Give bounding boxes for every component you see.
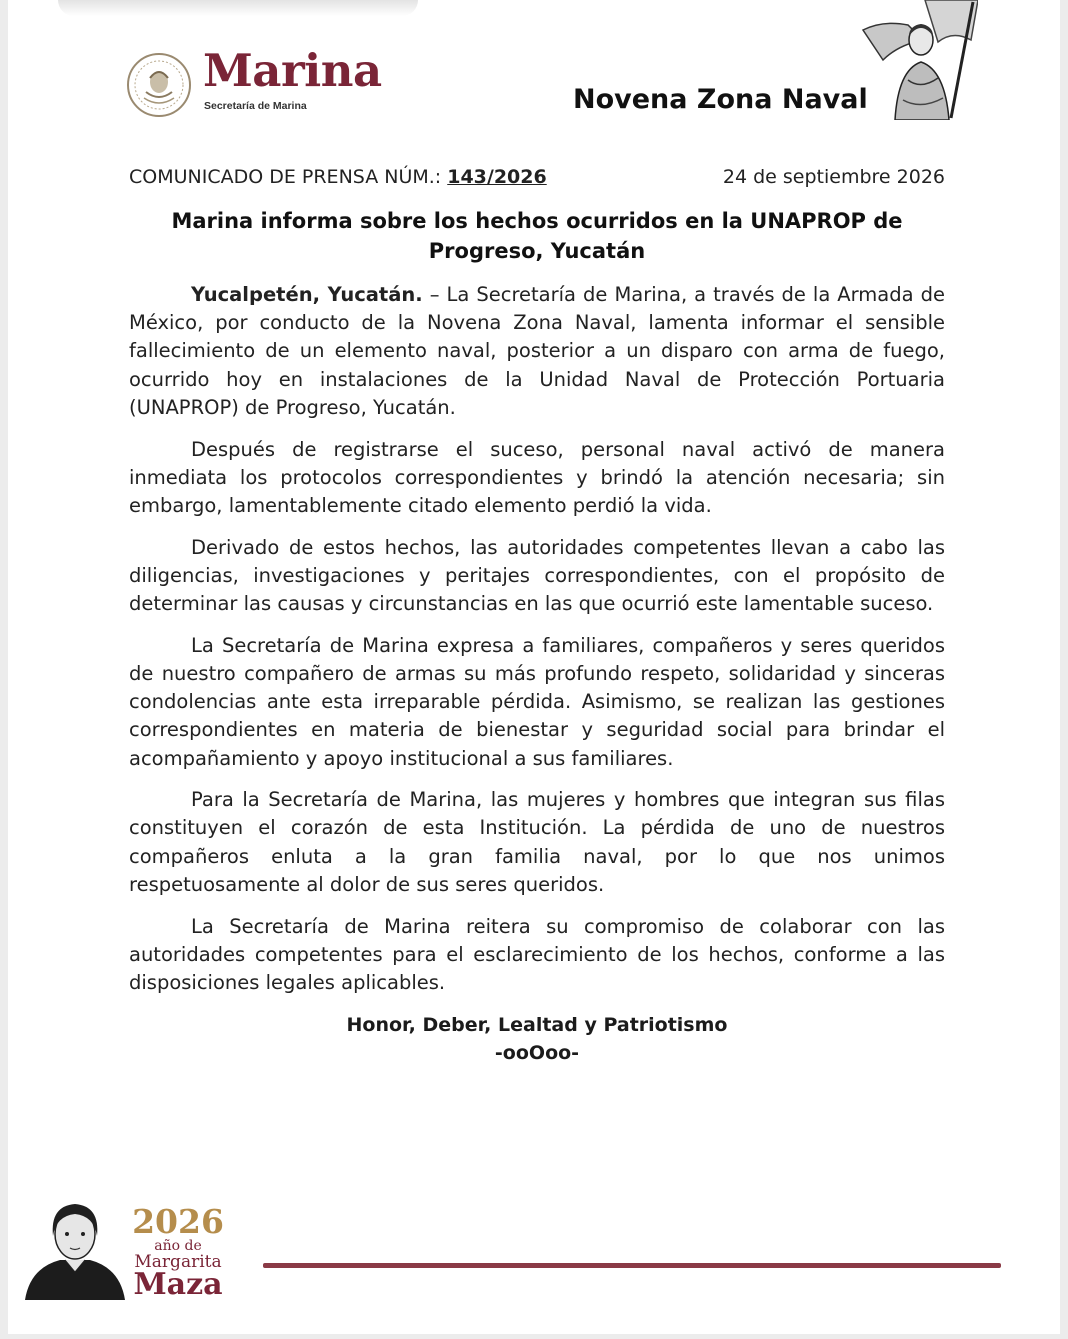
year-badge — [128, 1202, 228, 1302]
release-label: COMUNICADO DE PRENSA NÚM.: — [129, 166, 442, 188]
paragraph-5: Para la Secretaría de Marina, las mujeres y hombres que integran sus filas constituyen el corazón de esta Institución. La pérdida de uno de nuestros compañeros enluta a la gran familia naval, por lo que nos unimos respetuosamente al dolor de sus seres queridos. — [129, 788, 945, 896]
release-meta — [129, 166, 945, 188]
badge-year: 2026 — [132, 1202, 224, 1241]
release-body — [129, 281, 945, 1011]
release-title: Marina informa sobre los hechos ocurridos en la UNAPROP de Progreso, Yucatán — [171, 209, 903, 263]
scan-smudge — [58, 0, 418, 16]
paragraph-1-text: – La Secretaría de Marina, a través de la Armada de México, por conducto de la Novena Zona Naval, lamenta informar el sensible fallecimiento de un elemento naval, posterior a un disparo con arma de fuego, ocurrido hoy en instalaciones de la Unidad Naval de Protección Portuaria (UNAPROP) de Progreso, Yucatán. — [129, 283, 945, 419]
brand-name: Marina — [203, 44, 382, 97]
coat-of-arms-icon — [126, 52, 192, 118]
end-mark: -ooOoo- — [494, 1042, 580, 1064]
release-date: 24 de septiembre 2026 — [722, 166, 945, 188]
badge-year-of: año de — [154, 1238, 202, 1254]
press-release-page — [8, 0, 1060, 1334]
paragraph-3: Derivado de estos hechos, las autoridades competentes llevan a cabo las diligencias, investigaciones y peritajes correspondientes, con el propósito de determinar las causas y circunstancias en las que ocurrió este lamentable suceso. — [129, 535, 945, 616]
motto: Honor, Deber, Lealtad y Patriotismo — [346, 1014, 728, 1036]
badge-last-name: Maza — [133, 1267, 223, 1302]
paragraph-4: La Secretaría de Marina expresa a familiares, compañeros y seres queridos de nuestro compañero de armas su más profundo respeto, solidaridad y sinceras condolencias ante esta irreparable pérdida. Asimismo, se realizan las gestiones correspondientes en materia de bienestar y seguridad social para brindar el acompañamiento y apoyo institucional a sus familiares. — [129, 633, 945, 770]
closing — [129, 1011, 945, 1067]
badge-first-name: Margarita — [134, 1252, 222, 1272]
footer-rule — [263, 1263, 1001, 1268]
paragraph-2: Después de registrarse el suceso, personal naval activó de manera inmediata los protocolos correspondientes y brindó la atención necesaria; sin embargo, lamentablemente citado elemento perdió la vida. — [129, 437, 945, 517]
heroine-flag-illustration — [853, 0, 978, 120]
brand-subtitle: Secretaría de Marina — [204, 100, 307, 112]
unit-name: Novena Zona Naval — [573, 84, 868, 115]
margarita-maza-portrait — [20, 1198, 130, 1300]
dateline: Yucalpetén, Yucatán. — [191, 283, 423, 306]
release-number: 143/2026 — [447, 166, 547, 188]
paragraph-6: La Secretaría de Marina reitera su compromiso de colaborar con las autoridades competentes para el esclarecimiento de los hechos, conforme a las disposiciones legales aplicables. — [129, 914, 945, 994]
paragraph-1 — [129, 281, 945, 422]
